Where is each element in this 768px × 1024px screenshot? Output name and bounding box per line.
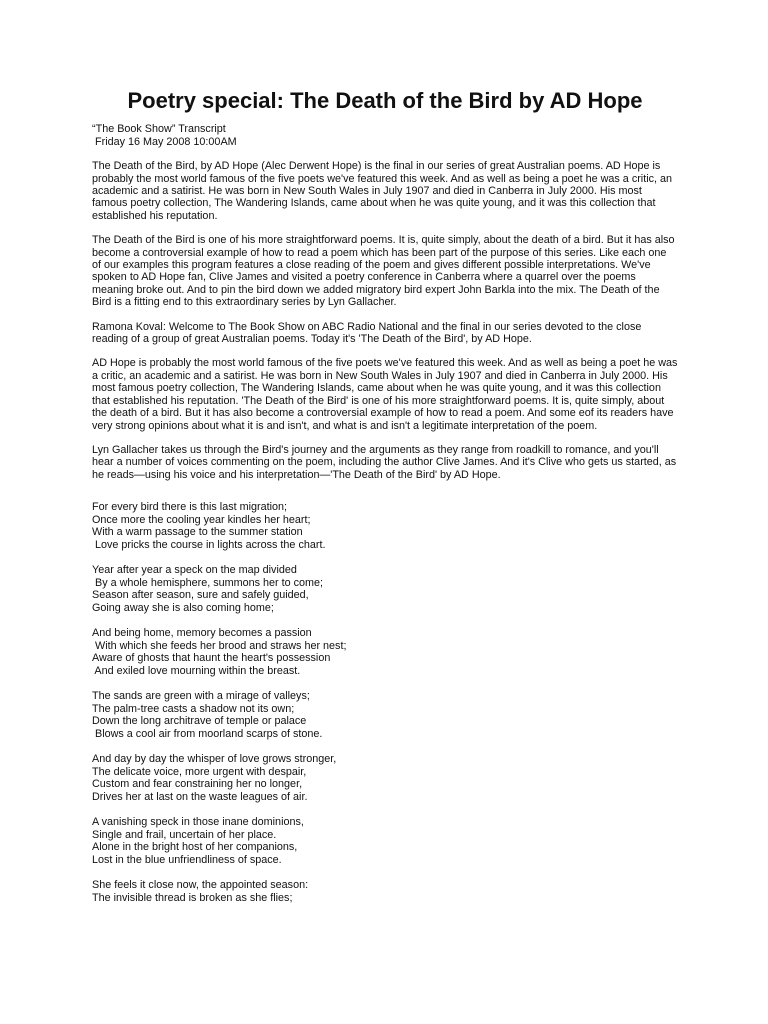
transcript-meta <box>92 123 678 148</box>
poem-line: For every bird there is this last migration; <box>92 501 288 514</box>
poem-line: Alone in the bright host of her companions, <box>92 841 298 854</box>
poem-line: Drives her at last on the waste leagues of air. <box>92 790 308 803</box>
poem-line: Down the long architrave of temple or palace <box>92 715 307 728</box>
poem-line: The sands are green with a mirage of valleys; <box>92 690 310 703</box>
paragraph-biography: AD Hope is probably the most world famous of the five poets we've featured this week. And as well as being a poet he was a critic, an academic and a satirist. He was born in New South Wales in July 1907 and died in Canberra in July 2000. His most famous poetry collection, The Wandering Islands, came about when he was quite young, and it was this collection that established his reputation. 'The Death of the Bird' is one of his more straightforward poems. It is, quite simply, about the death of a bird. But it has also become a controversial example of how to read a poem. And some eof its readers have very strong opinions about what it is and isn't, and what is and isn't a legitimate interpretation of the poem. <box>92 357 678 432</box>
poem-line: Once more the cooling year kindles her heart; <box>92 513 311 526</box>
poem-stanza <box>92 753 678 803</box>
poem-line: Blows a cool air from moorland scarps of stone. <box>92 727 323 740</box>
poem-line: Love pricks the course in lights across the chart. <box>92 538 326 551</box>
poem-line: The palm-tree casts a shadow not its own; <box>92 702 295 715</box>
poem-line: Lost in the blue unfriendliness of space. <box>92 853 282 866</box>
poem-stanza <box>92 501 678 551</box>
poem-line: With which she feeds her brood and straws her nest; <box>92 639 347 652</box>
paragraph-overview: The Death of the Bird is one of his more straightforward poems. It is, quite simply, about the death of a bird. But it has also become a controversial example of how to read a poem which has been part of the purpose of this series. Like each one of our examples this program features a close reading of the poem and gives different possible interpretations. We've spoken to AD Hope fan, Clive James and visited a poetry conference in Canberra where a quarrel over the poems meaning broke out. And to pin the bird down we added migratory bird expert John Barkla into the mix. The Death of the Bird is a fitting end to this extraordinary series by Lyn Gallacher. <box>92 234 675 309</box>
poem-line: The invisible thread is broken as she flies; <box>92 891 293 904</box>
poem-line: Year after year a speck on the map divided <box>92 564 297 577</box>
poem-stanza <box>92 816 678 866</box>
document-page <box>92 86 678 917</box>
poem-line: And being home, memory becomes a passion <box>92 627 312 640</box>
poem-stanza <box>92 627 678 677</box>
poem-line: She feels it close now, the appointed season: <box>92 878 309 891</box>
poem-line: Single and frail, uncertain of her place. <box>92 828 277 841</box>
poem-line: Season after season, sure and safely guided, <box>92 589 309 602</box>
transcript-source: “The Book Show” Transcript <box>92 123 226 135</box>
poem-stanza <box>92 879 678 904</box>
poem-line: And exiled love mourning within the breast. <box>92 664 301 677</box>
poem-line: And day by day the whisper of love grows stronger, <box>92 753 337 765</box>
poem-text <box>92 501 678 904</box>
poem-line: Going away she is also coming home; <box>92 601 274 614</box>
poem-line: Aware of ghosts that haunt the heart's possession <box>92 652 331 665</box>
paragraph-host-welcome: Ramona Koval: Welcome to The Book Show on ABC Radio National and the final in our series devoted to the close reading of a group of great Australian poems. Today it's 'The Death of the Bird', by AD Hope. <box>92 320 642 346</box>
paragraph-lead-in: Lyn Gallacher takes us through the Bird's journey and the arguments as they range from roadkill to romance, and you'll hear a number of voices commenting on the poem, including the author Clive James. And it's Clive who gets us started, as he reads—using his voice and his interpretation—'The Death of the Bird' by AD Hope. <box>92 443 677 481</box>
document-title: Poetry special: The Death of the Bird by AD Hope <box>127 88 643 113</box>
poem-line: By a whole hemisphere, summons her to come; <box>92 576 324 589</box>
poem-stanza <box>92 564 678 614</box>
poem-line: Custom and fear constraining her no longer, <box>92 778 303 791</box>
poem-line: The delicate voice, more urgent with despair, <box>92 765 307 778</box>
paragraph-intro: The Death of the Bird, by AD Hope (Alec Derwent Hope) is the final in our series of great Australian poems. AD Hope is probably the most world famous of the five poets we've featured this week. And as well as being a poet he was a critic, an academic and a satirist. He was born in New South Wales in July 1907 and died in Canberra in July 2000. His most famous poetry collection, The Wandering Islands, came about when he was quite young, and it was this collection that established his reputation. <box>92 160 673 222</box>
poem-stanza <box>92 690 678 740</box>
poem-line: A vanishing speck in those inane dominions, <box>92 815 304 828</box>
transcript-date: Friday 16 May 2008 10:00AM <box>92 135 237 148</box>
poem-line: With a warm passage to the summer station <box>92 526 303 539</box>
